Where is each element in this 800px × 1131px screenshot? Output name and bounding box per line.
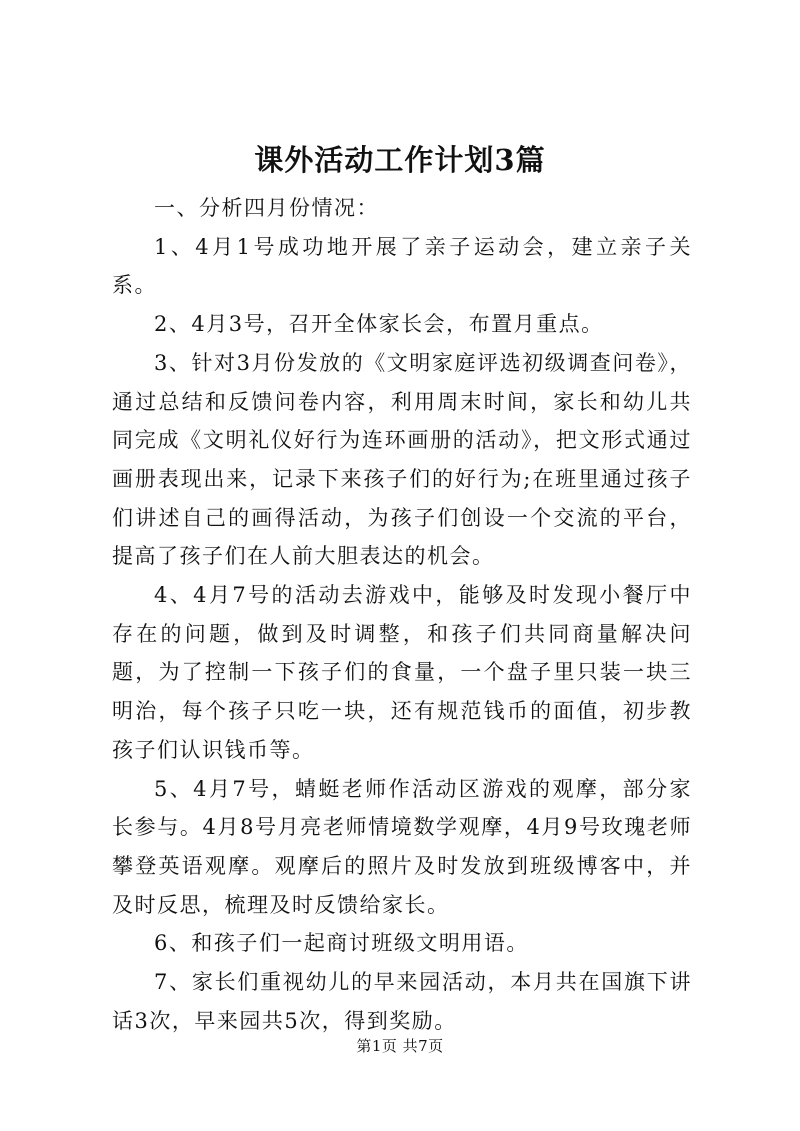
paragraph-item-7: 7、家长们重视幼儿的早来园活动，本月共在国旗下讲话3次，早来园共5次，得到奖励。 — [112, 970, 692, 1033]
document-title: 课外活动工作计划3篇 — [254, 143, 546, 177]
paragraph-item-3: 3、针对3月份发放的《文明家庭评选初级调查问卷》，通过总结和反馈问卷内容，利用周末时间，家长和幼儿共同完成《文明礼仪好行为连环画册的活动》，把文形式通过画册表现出来，记录下来孩子们的好行为;在班里通过孩子们讲述自己的画得活动，为孩子们创设一个交流的平台，提高了孩子们在人前大胆表达的机会。 — [112, 350, 692, 569]
paragraph-item-2: 2、4月3号，召开全体家长会，布置月重点。 — [154, 312, 604, 337]
paragraph-item-1: 1、4月1号成功地开展了亲子运动会，建立亲子关系。 — [112, 234, 692, 298]
section-heading: 一、分析四月份情况： — [154, 196, 379, 220]
paragraph-item-4: 4、4月7号的活动去游戏中，能够及时发现小餐厅中存在的问题，做到及时调整，和孩子们共同商量解决问题，为了控制一下孩子们的食量，一个盘子里只装一块三明治，每个孩子只吃一块，还有规范钱币的面值，初步教孩子们认识钱币等。 — [112, 583, 692, 762]
paragraph-item-6: 6、和孩子们一起商讨班级文明用语。 — [154, 931, 529, 956]
document-body — [112, 189, 692, 1040]
paragraph-item-5: 5、4月7号，蜻蜓老师作活动区游戏的观摩，部分家长参与。4月8号月亮老师情境数学观摩，4月9号玫瑰老师攀登英语观摩。观摩后的照片及时发放到班级博客中，并及时反思，梳理及时反馈给家长。 — [112, 776, 692, 917]
page-number-footer: 第1页 共7页 — [356, 1037, 444, 1055]
